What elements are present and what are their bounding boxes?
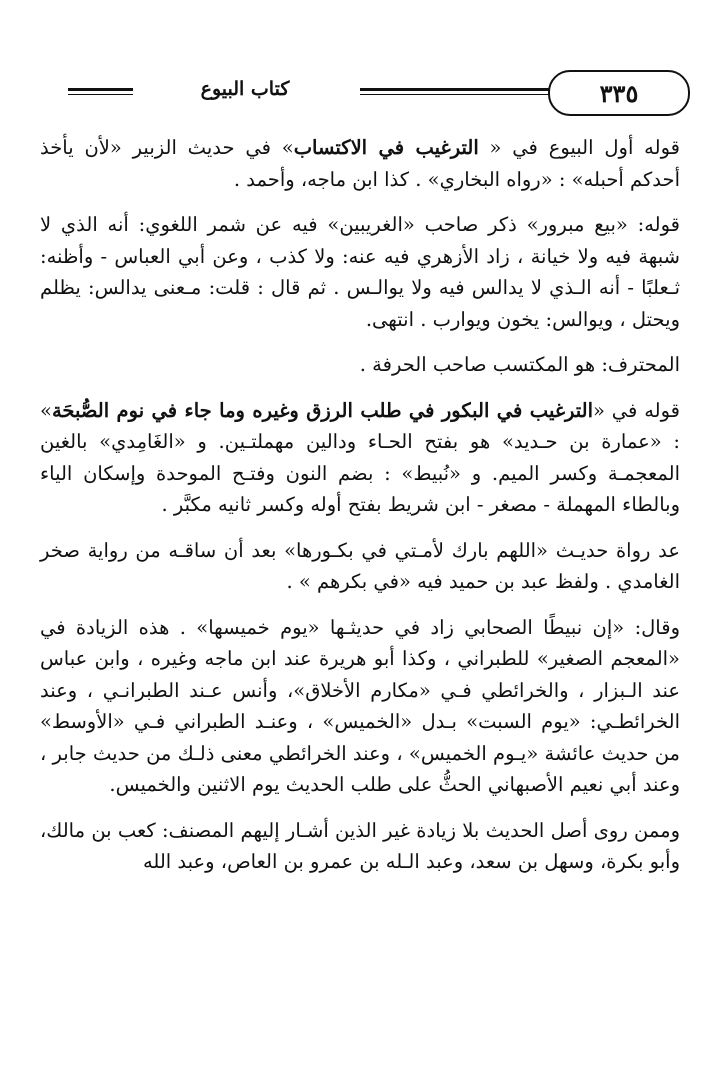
book-title: كتاب البيوع	[200, 78, 290, 100]
paragraph	[40, 209, 680, 335]
chapter-reference: الترغيب في الاكتساب	[293, 136, 479, 159]
paragraph	[40, 815, 680, 878]
paragraph	[40, 535, 680, 598]
paragraph-text: وممن روى أصل الحديث بلا زيادة غير الذين أشـار إليهم المصنف: كعب بن مالك، وأبو بكرة، وسهل بن سعد، وعبد الـله بن عمرو بن العاص، وعبد الله	[40, 818, 680, 873]
paragraph-text: » في حديث الزبير «لأن يأخذ أحدكم أحبله» : «رواه البخاري» . كذا ابن ماجه، وأحمد .	[40, 136, 680, 191]
paragraph	[40, 132, 680, 195]
paragraph	[40, 612, 680, 801]
page-header	[60, 70, 690, 120]
paragraph	[40, 349, 680, 381]
paragraph-text: عد رواة حديـث «اللهم بارك لأمـتي في بكـورها» بعد أن ساقـه من رواية صخر الغامدي . ولفظ عبد بن حميد فيه «في بكرهم » .	[40, 538, 680, 593]
paragraph-text: قوله في «	[593, 398, 680, 422]
paragraph-text: المحترف: هو المكتسب صاحب الحرفة .	[359, 353, 680, 376]
page-body	[40, 132, 680, 892]
paragraph	[40, 395, 680, 521]
paragraph-text: قوله أول البيوع في «	[478, 136, 680, 159]
header-rule-left	[68, 88, 133, 91]
paragraph-text: » : «عمارة بن حـديد» هو بفتح الحـاء ودالين مهملتـين. و «الغَامِدي» بالغين المعجمـة وكسر الميم. و «نُبيط» : بضم النون وفتـح الموحدة وإسكان الياء وبالطاء المهملة - مصغر - ابن شريط بفتح أوله وكسر ثانيه مكبَّر .	[40, 398, 680, 516]
header-rule-left-thin	[68, 94, 133, 95]
chapter-reference: الترغيب في البكور في طلب الرزق وغيره وما جاء في نوم الصُّبحَة	[51, 398, 594, 422]
paragraph-text: وقال: «إن نبيطًا الصحابي زاد في حديثـها «يوم خميسها» . هذه الزيادة في «المعجم الصغير» للطبراني ، وكذا أبو هريرة عند ابن ماجه وغيره ، وابن عباس عند الـبزار ، والخرائطي فـي «مكارم الأخلاق»، وأنس عـند الطبرانـي ، وعند الخرائطـي: «يوم السبت» بـدل «الخميس» ، وعنـد الطبراني فـي «الأوسط» من حديث عائشة «يـوم الخميس» ، وعند الخرائطي معنى ذلـك من حديث جابر ، وعند أبي نعيم الأصبهاني الحثُّ على طلب الحديث يوم الاثنين والخميس.	[40, 615, 680, 796]
paragraph-text: قوله: «بيع مبرور» ذكر صاحب «الغريبين» فيه عن شمر اللغوي: أنه الذي لا شبهة فيه ولا خيانة ، زاد الأزهري فيه عنه: ولا كذب ، وعن أبي العباس - وأظنه: ثـعلبًا - أنه الـذي لا يدالس فيه ولا يوالـس . ثم قال : قلت: مـعنى يدالس: يظلم ويحتل ، ويوالس: يخون ويوارب . انتهى.	[40, 213, 680, 331]
page-number: ٣٣٥	[548, 70, 690, 116]
